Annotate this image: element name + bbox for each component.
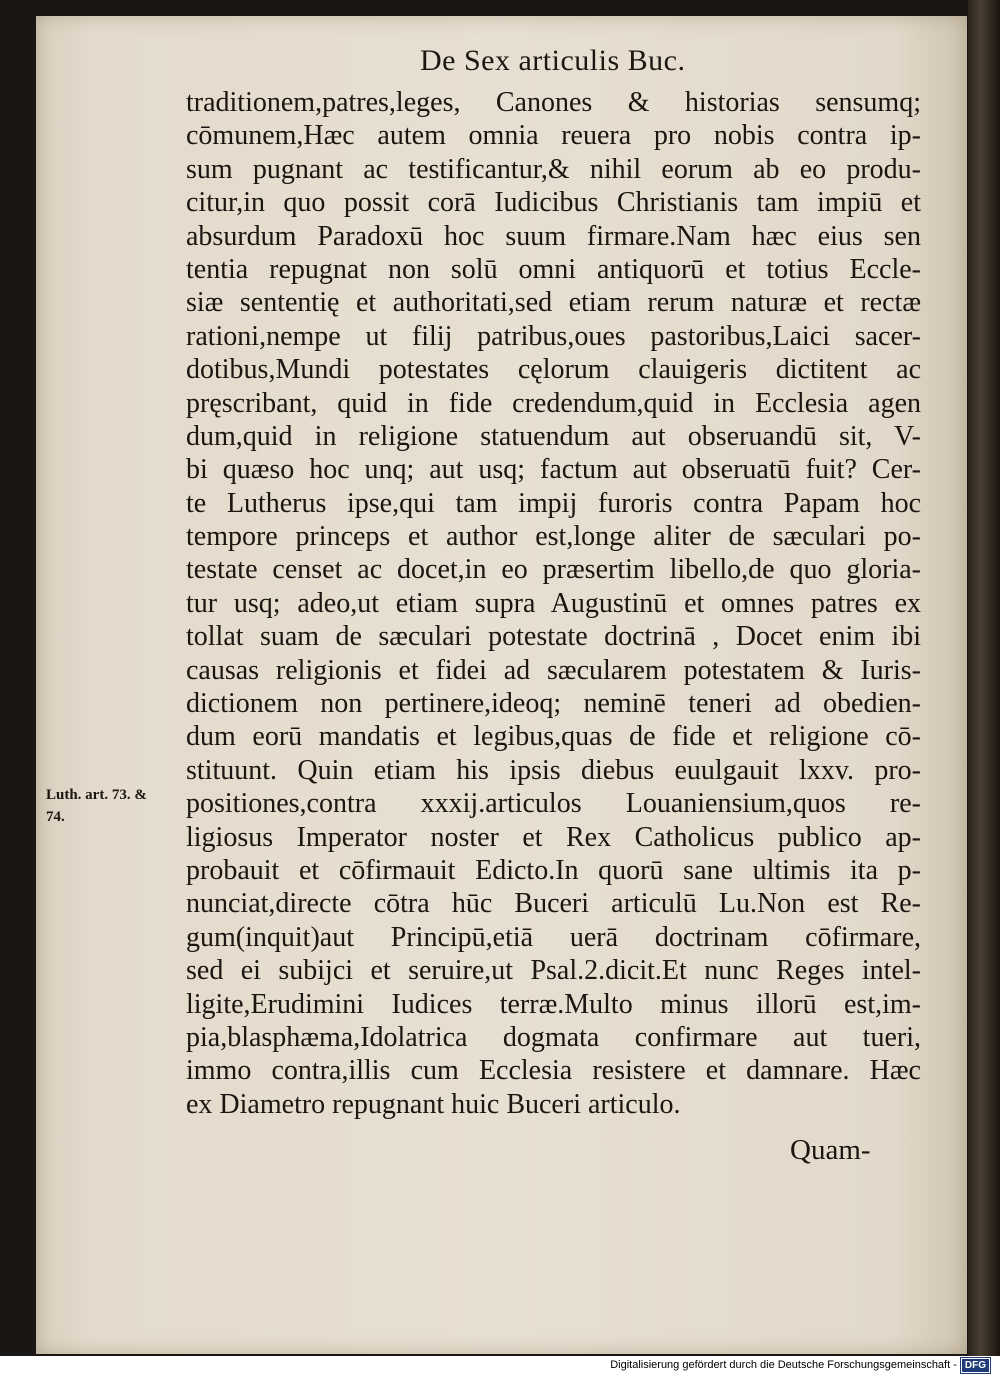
text-line: probauit et cōfirmauit Edicto.In quorū sane ultimis ita p- [186,854,921,886]
catchword: Quam- [790,1134,871,1166]
text-line: nunciat,directe cōtra hūc Buceri articulū Lu.Non est Re- [186,888,921,920]
text-line: pręscribant, quid in fide credendum,quid in Ecclesia agen [186,387,921,419]
text-line: rationi,nempe ut filij patribus,oues pastoribus,Laici sacer- [186,320,921,352]
marginal-note [46,784,186,828]
text-line: testate censet ac docet,in eo præsertim libello,de quo gloria- [186,554,921,586]
text-line: sum pugnant ac testificantur,& nihil eorum ab eo produ- [186,153,921,185]
footer-text: Digitalisierung gefördert durch die Deutsche Forschungsgemeinschaft - [610,1359,957,1371]
text-line: positiones,contra xxxij.articulos Louaniensium,quos re- [186,788,921,820]
footer-credit [0,1356,1000,1375]
text-line: stituunt. Quin etiam his ipsis diebus euulgauit lxxv. pro- [186,754,921,786]
text-line: siæ sententię et authoritati,sed etiam rerum naturæ et rectæ [186,287,921,319]
text-line: tentia repugnat non solū omni antiquorū et totius Eccle- [186,253,921,285]
marginal-note-line: Luth. art. 73. & [46,787,147,803]
body-text [186,86,921,1121]
text-line: traditionem,patres,leges, Canones & historias sensumq; [186,87,921,118]
marginal-note-line: 74. [46,809,65,825]
dfg-logo: DFG [961,1358,990,1373]
text-line: bi quæso hoc unq; aut usq; factum aut obseruatū fuit? Cer- [186,454,921,486]
running-head: De Sex articulis Buc. [420,44,686,77]
text-line: tur usq; adeo,ut etiam supra Augustinū et omnes patres ex [186,587,921,619]
text-line: cōmunem,Hæc autem omnia reuera pro nobis contra ip- [186,120,921,152]
text-line: dictionem non pertinere,ideoq; neminē teneri ad obedien- [186,688,921,720]
text-line: dum eorū mandatis et legibus,quas de fide et religione cō- [186,721,921,753]
text-line: dum,quid in religione statuendum aut obseruandū sit, V- [186,420,921,452]
text-line: pia,blasphæma,Idolatrica dogmata confirmare aut tueri, [186,1021,921,1053]
text-line: tempore princeps et author est,longe aliter de sæculari po- [186,521,921,553]
text-line: sed ei subijci et seruire,ut Psal.2.dicit.Et nunc Reges intel- [186,955,921,987]
text-line: ligite,Erudimini Iudices terræ.Multo minus illorū est,im- [186,988,921,1020]
text-line: immo contra,illis cum Ecclesia resistere et damnare. Hæc [186,1055,921,1087]
text-line: ligiosus Imperator noster et Rex Catholicus publico ap- [186,821,921,853]
text-line: absurdum Paradoxū hoc suum firmare.Nam hæc eius sen [186,220,921,252]
text-line: ex Diametro repugnant huic Buceri articulo. [186,1088,681,1120]
text-line: te Lutherus ipse,qui tam impij furoris contra Papam hoc [186,487,921,519]
text-line: causas religionis et fidei ad sæcularem potestatem & Iuris- [186,654,921,686]
text-line: citur,in quo possit corā Iudicibus Christianis tam impiū et [186,187,921,219]
text-line: tollat suam de sæculari potestate doctrinā , Docet enim ibi [186,621,921,653]
text-line: dotibus,Mundi potestates cęlorum clauigeris dictitent ac [186,354,921,386]
text-line: gum(inquit)aut Principū,etiā uerā doctrinam cōfirmare, [186,921,921,953]
book-spine [968,0,1000,1356]
